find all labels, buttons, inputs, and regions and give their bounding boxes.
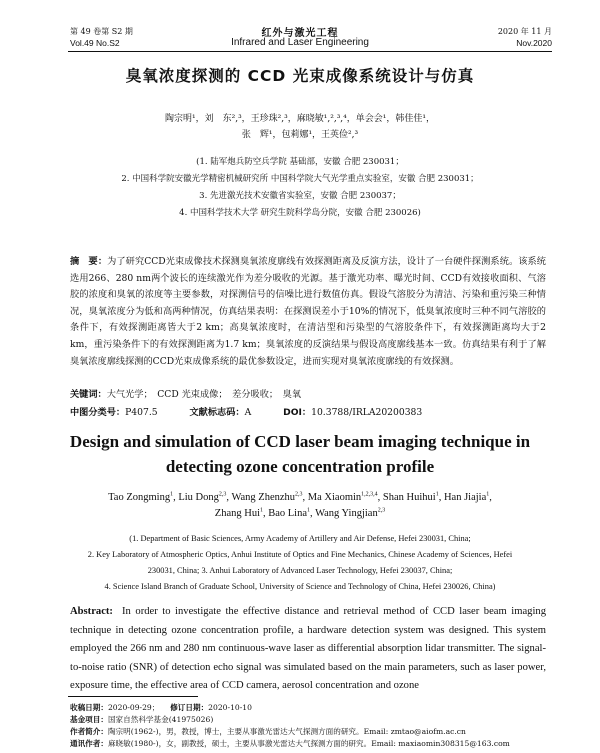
author-bio-text: 陶宗明(1962-)，男，教授，博士，主要从事激光雷达大气探测方面的研究。Email: zmtao@aiofm.ac.cn (107, 727, 466, 736)
author-en: Wang Zhenzhu (231, 492, 296, 503)
header-volume-en: Vol.49 No.S2 (70, 38, 120, 48)
received-date: 2020-09-29； (107, 703, 160, 712)
authors-cn-line1: 陶宗明¹，刘 东²,³，王珍珠²,³，麻晓敏¹,²,³,⁴，单会会¹，韩佳佳¹， (165, 114, 435, 124)
paper-title-cn: 臭氧浓度探测的 CCD 光束成像系统设计与仿真 (125, 67, 475, 85)
journal-name-cn: 红外与激光工程 (261, 28, 339, 39)
footnote-corresponding (70, 738, 510, 749)
author-en: Shan Huihui (382, 492, 436, 503)
classification-line (70, 404, 422, 418)
abstract-cn-label: 摘 要： (70, 256, 108, 267)
affiliation-cn-4: 4. 中国科学技术大学 研究生院科学岛分院，安徽 合肥 230026) (179, 208, 421, 218)
clc-label: 中图分类号： (70, 407, 126, 418)
footnote-author (70, 726, 466, 737)
affiliation-en-2: 2. Key Laboratory of Atmospheric Optics, Anhui Institute of Optics and Fine Mechanics, Chinese Academy of Sciences, Hefei (87, 550, 513, 559)
revised-date: 2020-10-10 (208, 703, 252, 712)
header-volume-cn: 第 49 卷第 S2 期 (70, 27, 133, 36)
footnote-divider (68, 696, 198, 697)
header-date-cn: 2020 年 11 月 (497, 27, 552, 36)
abstract-cn-text: 为了研究CCD光束成像技术探测臭氧浓度廓线有效探测距离及反演方法，设计了一台硬件探测系统。该系统选用266、280 nm两个波长的连续激光作为差分吸收的光源。基于激光功率、曝光时间、CCD有效接收面积、气溶胶的浓度和臭氧的浓度等主要参数，对探测信号的信噪比进行数值仿真。假设气溶胶分为清洁、污染和重污染三种情况，臭氧浓度分为低和高两种情况，仿真结果表明：在探测误差小于10%的情况下，低臭氧浓度时三种不同气溶胶的条件下，有效探测距离皆大于2 km；高臭氧浓度时，在清洁型和污染型的气溶胶条件下，有效探测距离均大于2 km，重污染条件下的有效探测距离为1.7 km；臭氧浓度的反演结果与假设高度廓线基本一致。仿真结果有利于了解臭氧浓度廓线探测的CCD光束成像系统的最优参数设定，进而实现对臭氧浓度廓线的有效探测。 (70, 256, 546, 367)
fund-text: 国家自然科学基金(41975026) (107, 715, 214, 724)
paper-title-en-line1: Design and simulation of CCD laser beam imaging technique in (69, 432, 531, 451)
doc-code-label: 文献标志码： (189, 407, 245, 418)
paper-title-en-line2: detecting ozone concentration profile (165, 457, 435, 476)
abstract-en-text: In order to investigate the effective distance and retrieval method of CCD laser beam imaging technique in detecting ozone concentration profile, a hardware detection system was designed. This system employed the 266 nm and 280 nm continuous-wave laser as differential absorption lidar transmitter. The signal-to-noise ratio (SNR) of detection echo signal was simulated based on the main parameters, such as laser power, exposure time, the effective area of CCD camera, aerosol concentration and ozone (70, 606, 546, 692)
keywords-cn (70, 386, 301, 400)
authors-en-line1: Tao Zongming$^1$, Liu Dong$^{2,3}$, Wang Zhenzhu$^{2,3}$, Ma Xiaomin$^{1,2,3,4}$, Shan Huihui$^1$, Han Jiajia$^1$, (108, 491, 492, 503)
affiliation-cn-2: 2. 中国科学院安徽光学精密机械研究所 中国科学院大气光学重点实验室，安徽 合肥 230031； (121, 174, 479, 184)
author-en: Tao Zongming (108, 492, 171, 503)
abstract-en (70, 603, 546, 696)
author-en: Wang Yingjian (315, 508, 378, 519)
author-en: Zhang Hui (214, 508, 260, 519)
keywords-cn-label: 关键词： (70, 389, 107, 400)
author-en: Han Jiajia (443, 492, 487, 503)
keywords-cn-text: 大气光学； CCD 光束成像； 差分吸收； 臭氧 (106, 389, 302, 400)
authors-en-line2: Zhang Hui$^1$, Bao Lina$^1$, Wang Yingjian$^{2,3}$ (214, 507, 386, 519)
corresponding-text: 麻晓敏(1980-)，女，副教授，硕士，主要从事激光雷达大气探测方面的研究。Email: maxiaomin308315@163.com (107, 739, 510, 748)
revised-label: 修订日期： (170, 703, 209, 712)
author-en: Ma Xiaomin (307, 492, 362, 503)
abstract-en-label: Abstract: (70, 606, 113, 617)
author-en: Liu Dong (178, 492, 219, 503)
doc-code-value: A (244, 407, 252, 418)
doi-label: DOI： (283, 407, 312, 418)
journal-name-en: Infrared and Laser Engineering (231, 37, 369, 48)
received-label: 收稿日期： (70, 703, 108, 712)
footnote-dates (70, 702, 252, 713)
footnote-fund (70, 714, 213, 725)
author-en: Bao Lina (268, 508, 308, 519)
fund-label: 基金项目： (70, 715, 108, 724)
affiliation-en-1: (1. Department of Basic Sciences, Army Academy of Artillery and Air Defense, Hefei 230031, China; (129, 534, 471, 543)
affiliation-cn-3: 3. 先进激光技术安徽省实验室，安徽 合肥 230037； (199, 191, 401, 201)
corresponding-label: 通讯作者： (70, 739, 108, 748)
author-bio-label: 作者简介： (70, 727, 108, 736)
affiliation-en-4: 4. Science Island Branch of Graduate School, University of Science and Technology of China, Hefei 230026, China) (104, 582, 496, 591)
affiliation-cn-1: (1. 陆军炮兵防空兵学院 基础部，安徽 合肥 230031； (196, 157, 404, 167)
header-divider (68, 51, 552, 52)
affiliation-en-3: 230031, China; 3. Anhui Laboratory of Advanced Laser Technology, Hefei 230037, China; (147, 566, 453, 575)
clc-value: P407.5 (125, 407, 158, 418)
abstract-cn (70, 254, 546, 370)
header-date-en: Nov.2020 (516, 38, 552, 48)
doi-value: 10.3788/IRLA20200383 (311, 407, 423, 418)
authors-cn-line2: 张 辉¹，包莉娜¹，王英俭²,³ (241, 130, 359, 140)
